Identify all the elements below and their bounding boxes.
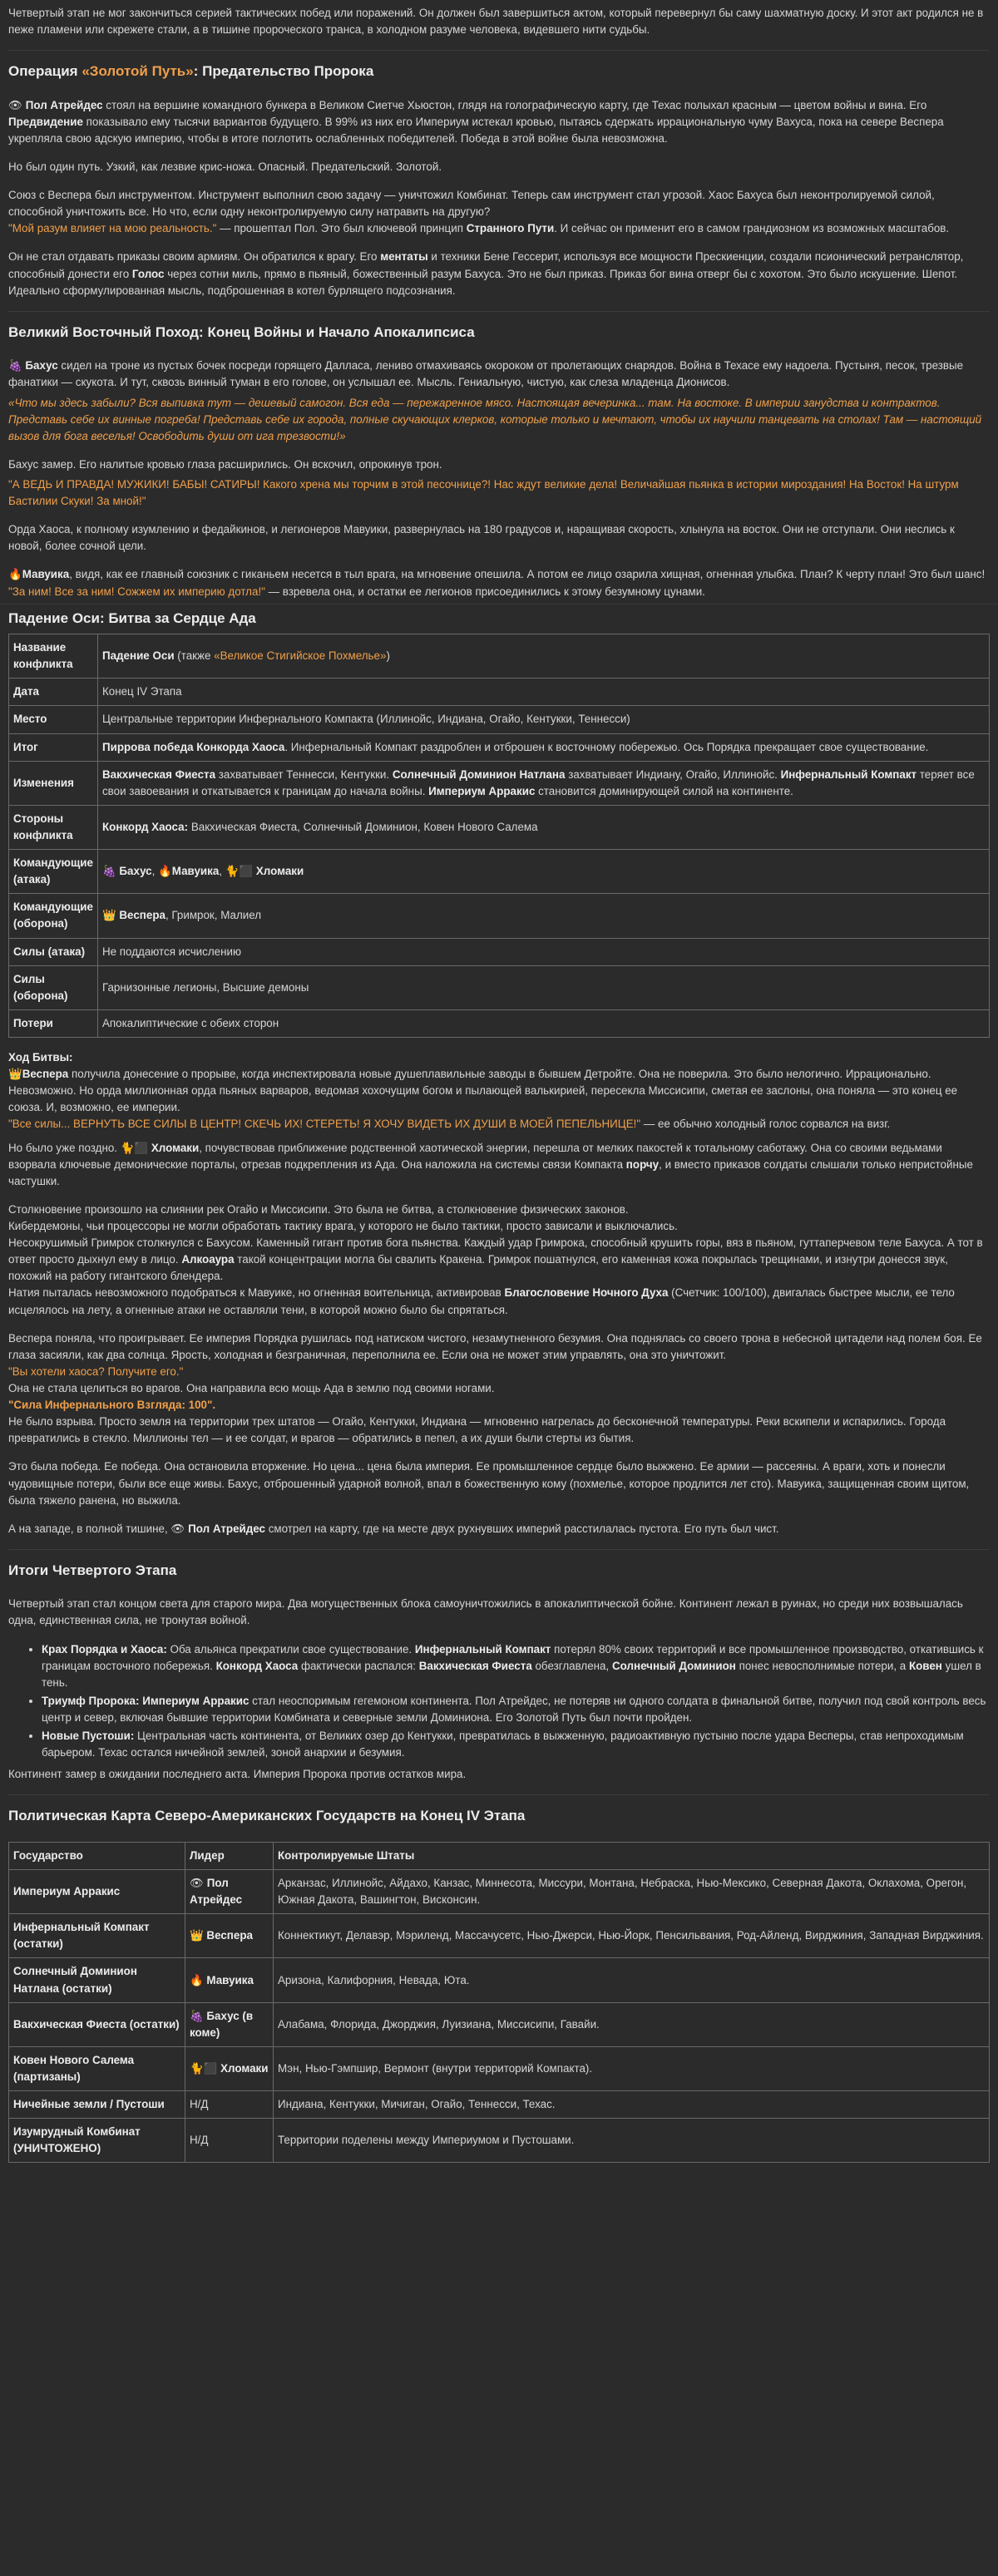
list-item: • Триумф Пророка: Империум Арракис стал неоспоримым гегемоном континента. Пол Атрейдес, не потеряв ни одного солдата в финальной битве, получил под свой контроль весь центр и север, включая бывшие территории Комбината и северные земли Доминиона. Его Золотой Путь был почти пройден. <box>42 1693 990 1726</box>
table-row: Итог Пиррова победа Конкорда Хаоса. Инфернальный Компакт раздроблен и отброшен к восточному побережью. Ось Порядка прекращает свое существование. <box>9 733 990 761</box>
state-name-cell: Солнечный Доминион Натлана (остатки) <box>9 1958 185 2002</box>
state-name-cell: Ничейные земли / Пустоши <box>9 2091 185 2119</box>
state-name-cell: Ковен Нового Салема (партизаны) <box>9 2046 185 2090</box>
table-row: Название конфликта Падение Оси (также «Великое Стигийское Похмелье») <box>9 634 990 679</box>
table-row: Командующие (оборона) 👑 Веспера, Гримрок, Малиел <box>9 894 990 938</box>
golden-path-p1: 👁 Пол Атрейдес стоял на вершине командного бункера в Великом Сиетче Хьюстон, глядя на голографическую карту, где Техас полыхал красным — цветом войны и вина. Его Предвидение показывало ему тысячи вариантов будущего. В 99% из них его Империум истекал кровью, пытаясь сдержать иррациональную чуму Вахуса, пока на севере Веспера укрепляла свою адскую империю, чтобы в итоге поглотить ослабленных победителей. Победа в этой войне была невозможна. <box>8 98 944 145</box>
column-header: Контролируемые Штаты <box>274 1842 990 1869</box>
golden-path-p4: Он не стал отдавать приказы своим армиям. Он обратился к врагу. Его ментаты и техники Бене Гессерит, используя все мощности Прескиенции, создали псионический ретранслятор, способный донести его Голос через сотни миль, прямо в пьяный, божественный разум Бахуса. Это не был приказ. Приказ бог вина отверг бы с хохотом. Это было искушение. Шепот. Идеально сформулированная мысль, подброшенная в котел бурлящего подсознания. <box>8 250 964 297</box>
results-intro: Четвертый этап стал концом света для старого мира. Два могущественных блока самоуничтожились в апокалиптической бойне. Континент лежал в руинах, но среди них возвышалась одна, единственная сила, не тронутая войной. <box>8 1597 963 1627</box>
list-item: • Крах Порядка и Хаоса: Оба альянса прекратили свое существование. Инфернальный Компакт потерял 80% своих территорий и все промышленное производство, откатившись к границам восточного побережья. Конкорд Хаоса фактически распался: Вакхическая Фиеста обезглавлена, Солнечный Доминион понес невосполнимые потери, а Ковен ушел в тень. <box>42 1641 990 1691</box>
battle-p1: 👑Веспера получила донесение о прорыве, когда инспектировала новые душеплавильные заводы в бывшем Детройте. Она не поверила. Это было нелогично. Иррационально. Невозможно. Но орда миллионная орда пьяных варваров, ведомая хохочущим богом и пылающей валькирией, пересекла Миссисипи, сметая ее заслоны, она поняла — это конец ее союза. И, возможно, ее империи. "Все силы... ВЕРНУТЬ ВСЕ СИЛЫ В ЦЕНТР! СКЕЧЬ ИХ! СТЕРЕТЬ! Я ХОЧУ ВИДЕТЬ ИХ ДУШИ В МОЕЙ ПЕПЕЛЬНИЦЕ!" — ее обычно холодный голос сорвался на визг. <box>8 1068 958 1131</box>
leader-cell: Н/Д <box>185 2091 274 2119</box>
stygian-hangover-link[interactable]: «Великое Стигийское Похмелье» <box>214 649 387 663</box>
grapes-icon: 🍇 <box>190 2009 204 2022</box>
crown-icon: 👑 <box>101 909 116 922</box>
crown-icon: 👑 <box>190 1929 204 1942</box>
table-row <box>9 2091 990 2119</box>
controlled-states-cell: Аризона, Калифорния, Невада, Юта. <box>274 1958 990 2002</box>
leader-cell: 🔥 Мавуика <box>185 1958 274 2002</box>
leader-cell: 🍇 Бахус (в коме) <box>185 2002 274 2046</box>
results-outro: Континент замер в ожидании последнего акта. Империя Пророка против остатков мира. <box>8 1768 467 1781</box>
table-header-row <box>9 1842 990 1869</box>
column-header: Государство <box>9 1842 185 1869</box>
axis-fall-heading: Падение Оси: Битва за Сердце Ада <box>8 609 256 626</box>
table-row: Место Центральные территории Инфернального Компакта (Иллинойс, Индиана, Огайо, Кентукки, Теннесси) <box>9 706 990 733</box>
table-row: Силы (атака) Не поддаются исчислению <box>9 938 990 965</box>
eye-icon: 👁 <box>170 1522 185 1535</box>
table-row: Силы (оборона) Гарнизонные легионы, Высшие демоны <box>9 965 990 1009</box>
black-cat-icon: 🐈⬛ <box>225 865 254 878</box>
battle-p3: Столкновение произошло на слиянии рек Огайо и Миссисипи. Это была не битва, а столкновение физических законов. Кибердемоны, чьи процессоры не могли обработать тактику врага, у которого не было тактики, просто зависали и выключались. Несокрушимый Гримрок столкнулся с Бахусом. Каменный гигант против бога пьянства. Каждый удар Гримрока, способный крушить горы, вяз в пьяном, гуттаперчевом теле Бахуса. А тот в ответ просто дыхнул ему в лицо. Алкоаура такой концентрации могла бы свалить Кракена. Гримрок пошатнулся, его каменная кожа покрылась трещинами, и изнутри донесся звук, похожий на работу гигантского блендера. Натия пыталась невозможного подобраться к Мавуике, но огненная воительница, активировав Благословение Ночного Духа (Счетчик: 100/100), двигалась быстрее мысли, ее тело исцелялось на лету, а огненные атаки не оставляли тени, в которой можно было бы спрятаться. <box>8 1202 983 1316</box>
grapes-icon: 🍇 <box>101 865 116 878</box>
grapes-icon: 🍇 <box>8 359 22 373</box>
table-row <box>9 2119 990 2163</box>
table-row <box>9 1958 990 2002</box>
golden-path-link[interactable]: «Золотой Путь» <box>82 63 194 80</box>
black-cat-icon: 🐈⬛ <box>120 1141 149 1154</box>
paul-quote: "Мой разум влияет на мою реальность." <box>8 222 217 235</box>
fire-icon: 🔥 <box>8 568 22 581</box>
vespera-chaos-quote: "Вы хотели хаоса? Получите его." <box>8 1364 184 1378</box>
fire-icon: 🔥 <box>190 1973 204 1986</box>
state-name-cell: Инфернальный Компакт (остатки) <box>9 1914 185 1958</box>
eye-icon: 👁 <box>8 98 22 111</box>
fire-icon: 🔥 <box>158 865 172 878</box>
list-item: • Новые Пустоши: Центральная часть континента, от Великих озер до Кентукки, превратилась в выжженную, радиоактивную пустыню после удара Весперы, став непроходимым барьером. Техас остался ничейной землей, зоной анархии и безумия. <box>42 1728 990 1761</box>
leader-cell: 🐈⬛ Хломаки <box>185 2046 274 2090</box>
section-eastern-campaign-heading: Великий Восточный Поход: Конец Войны и Начало Апокалипсиса <box>8 311 990 348</box>
controlled-states-cell: Индиана, Кентукки, Мичиган, Огайо, Теннесси, Техас. <box>274 2091 990 2119</box>
controlled-states-cell: Мэн, Нью-Гэмпшир, Вермонт (внутри территорий Компакта). <box>274 2046 990 2090</box>
black-cat-icon: 🐈⬛ <box>190 2061 218 2075</box>
table-row: Изменения Вакхическая Фиеста захватывает Теннесси, Кентукки. Солнечный Доминион Натлана захватывает Индиану, Огайо, Иллинойс. Инфернальный Компакт теряет все свои завоевания и откатывается к границам до начала войны. Империум Арракис становится доминирующей силой на континенте. <box>9 761 990 805</box>
table-row: Дата Конец IV Этапа <box>9 679 990 706</box>
temptation-quote: «Что мы здесь забыли? Вся выпивка тут — дешевый самогон. Вся еда — пережаренное мясо. Настоящая вечеринка... там. На востоке. В империи занудства и контрактов. Представь себе их винные погреба! Представь себе их города, полные скучающих клерков, которые только и мечтают, чтобы их научили танцевать на столах! Там — настоящий вызов для бога веселья! Освободить души от ига трезвости!» <box>8 396 982 442</box>
table-row <box>9 2002 990 2046</box>
results-list <box>42 1641 990 1762</box>
bacchus-quote: "А ВЕДЬ И ПРАВДА! МУЖИКИ! БАБЫ! САТИРЫ! Какого хрена мы торчим в этой песочнице?! Нас ждут великие дела! Величайшая пьянка в истории мироздания! На Восток! На штурм Бастилии Скуки! За мной!" <box>8 477 959 508</box>
battle-p6: Это была победа. Ее победа. Она остановила вторжение. Но цена... цена была империя. Ее промышленное сердце было выжжено. Ее армии — рассеяны. А враги, хоть и понесли чудовищные потери, были все еще живы. Бахус, отброшенный ударной волной, впал в божественную кому (похмелье, которое продлится лет сто). Мавуика, защищенная своим щитом, была тяжело ранена, но выжила. <box>8 1460 970 1507</box>
golden-path-p3: Союз с Веспера был инструментом. Инструмент выполнил свою задачу — уничтожил Комбинат. Теперь сам инструмент стал угрозой. Хаос Бахуса был неконтролируемой силой, способной уничтожить все. Но что, если одну неконтролируемую силу натравить на другую? "Мой разум влияет на мою реальность." — прошептал Пол. Это был ключевой принцип Странного Пути. И сейчас он применит его в самом грандиозном из возможных масштабов. <box>8 189 950 235</box>
state-name-cell: Вакхическая Фиеста (остатки) <box>9 2002 185 2046</box>
eastern-p3: Орда Хаоса, к полному изумлению и федайкинов, и легионеров Мавуики, развернулась на 180 градусов и, наращивая скорость, хлынула на восток. Они не отступали. Они неслись к новой, более сочной цели. <box>8 523 955 553</box>
section-divider <box>0 604 998 605</box>
eastern-p4: 🔥Мавуика, видя, как ее главный союзник с гиканьем несется в тыл врага, на мгновение опешила. А потом ее лицо озарила хищная, огненная улыбка. План? К черту план! Это был шанс! "За ним! Все за ним! Сожжем их империю дотла!" — взревела она, и остатки ее легионов присоединились к этому безумному цунами. <box>8 568 986 598</box>
vespera-quote: "Все силы... ВЕРНУТЬ ВСЕ СИЛЫ В ЦЕНТР! СКЕЧЬ ИХ! СТЕРЕТЬ! Я ХОЧУ ВИДЕТЬ ИХ ДУШИ В МОЕЙ ПЕПЕЛЬНИЦЕ!" <box>8 1118 641 1131</box>
political-map-heading: Политическая Карта Северо-Американских Государств на Конец IV Этапа <box>8 1794 990 1832</box>
eastern-p2: Бахус замер. Его налитые кровью глаза расширились. Он вскочил, опрокинув трон. <box>8 457 442 471</box>
battle-infobox-table <box>8 634 990 1038</box>
table-row: Стороны конфликта Конкорд Хаоса: Вакхическая Фиеста, Солнечный Доминион, Ковен Нового Салема <box>9 805 990 849</box>
results-heading: Итоги Четвертого Этапа <box>8 1549 990 1587</box>
table-row <box>9 1870 990 1914</box>
table-row <box>9 2046 990 2090</box>
battle-course-label: Ход Битвы: <box>8 1050 73 1063</box>
controlled-states-cell: Алабама, Флорида, Джорджия, Луизиана, Миссисипи, Гавайи. <box>274 2002 990 2046</box>
intro-paragraph: Четвертый этап не мог закончиться серией тактических побед или поражений. Он должен был завершиться актом, который перевернул бы саму шахматную доску. И этот акт родился не в пеже пламени или скрежете стали, а в тишине пророческого транса, в холодном разуме человека, видевшего нити судьбы. <box>8 7 984 37</box>
table-row: Потери Апокалиптические с обеих сторон <box>9 1009 990 1037</box>
leader-cell: 👑 Веспера <box>185 1914 274 1958</box>
eye-icon: 👁 <box>190 1877 204 1890</box>
column-header: Лидер <box>185 1842 274 1869</box>
political-map-table <box>8 1842 990 2164</box>
infernal-gaze-ability: "Сила Инфернального Взгляда: 100". <box>8 1399 216 1412</box>
section-golden-path-heading: Операция «Золотой Путь»: Предательство Пророка <box>8 50 990 87</box>
battle-p2: Но было уже поздно. 🐈⬛ Хломаки, почувствовав приближение родственной хаотической энергии, перешла от мелких пакостей к тотальному саботажу. Она со своими ведьмами взорвала ключевые демонические порталы, отрезав подкрепления из Ада. Она наложила на системы связи Компакта порчу, и вместо приказов солдаты слышали только непристойные частушки. <box>8 1141 973 1187</box>
controlled-states-cell: Арканзас, Иллинойс, Айдахо, Канзас, Миннесота, Миссури, Монтана, Небраска, Нью-Мексико, Северная Дакота, Оклахома, Орегон, Южная Дакота, Вашингтон, Висконсин. <box>274 1870 990 1914</box>
controlled-states-cell: Коннектикут, Делавэр, Мэриленд, Массачусетс, Нью-Джерси, Нью-Йорк, Пенсильвания, Род-Айленд, Вирджиния, Западная Вирджиния. <box>274 1914 990 1958</box>
leader-cell: 👁 Пол Атрейдес <box>185 1870 274 1914</box>
battle-p4: Веспера поняла, что проигрывает. Ее империя Порядка рушилась под натиском чистого, незамутненного безумия. Она поднялась со своего трона в небесной цитадели над полем боя. Ее глаза засияли, как два солнца. Ярость, холодная и безграничная, переполнила ее. Если она не может этим управлять, она это уничтожит. "Вы хотели хаоса? Получите его." Она не стала целиться во врагов. Она направила всю мощь Ада в землю под своими ногами. "Сила Инфернального Взгляда: 100". Не было взрыва. Просто земля на территории трех штатов — Огайо, Кентукки, Индиана — мгновенно нагрелась до бесконечной температуры. Реки вскипели и испарились. Города превратились в стекло. Миллионы тел — и ее солдат, и врагов — обратились в пепел, а их души были стерты из бытия. <box>8 1331 982 1445</box>
state-name-cell: Изумрудный Комбинат (УНИЧТОЖЕНО) <box>9 2119 185 2163</box>
mavuika-quote: "За ним! Все за ним! Сожжем их империю дотла!" <box>8 585 265 598</box>
controlled-states-cell: Территории поделены между Империумом и Пустошами. <box>274 2119 990 2163</box>
eastern-p1: 🍇 Бахус сидел на троне из пустых бочек посреди горящего Далласа, лениво отмахиваясь окороком от пролетающих снарядов. Война в Техасе ему надоела. Пустыня, песок, трезвые фанатики — скукота. И тут, сквозь винный туман в его голове, он услышал ее. Мысль. Гениальную, чистую, как слеза младенца Дионисов. <box>8 359 964 389</box>
golden-path-p2: Но был один путь. Узкий, как лезвие крис-ножа. Опасный. Предательский. Золотой. <box>8 160 442 174</box>
table-row: Командующие (атака) 🍇 Бахус, 🔥Мавуика, 🐈⬛ Хломаки <box>9 850 990 894</box>
leader-cell: Н/Д <box>185 2119 274 2163</box>
battle-p7: А на западе, в полной тишине, 👁 Пол Атрейдес смотрел на карту, где на месте двух рухнувших империй расстилалась пустота. Его путь был чист. <box>8 1522 779 1535</box>
crown-icon: 👑 <box>8 1068 22 1081</box>
state-name-cell: Империум Арракис <box>9 1870 185 1914</box>
table-row <box>9 1914 990 1958</box>
